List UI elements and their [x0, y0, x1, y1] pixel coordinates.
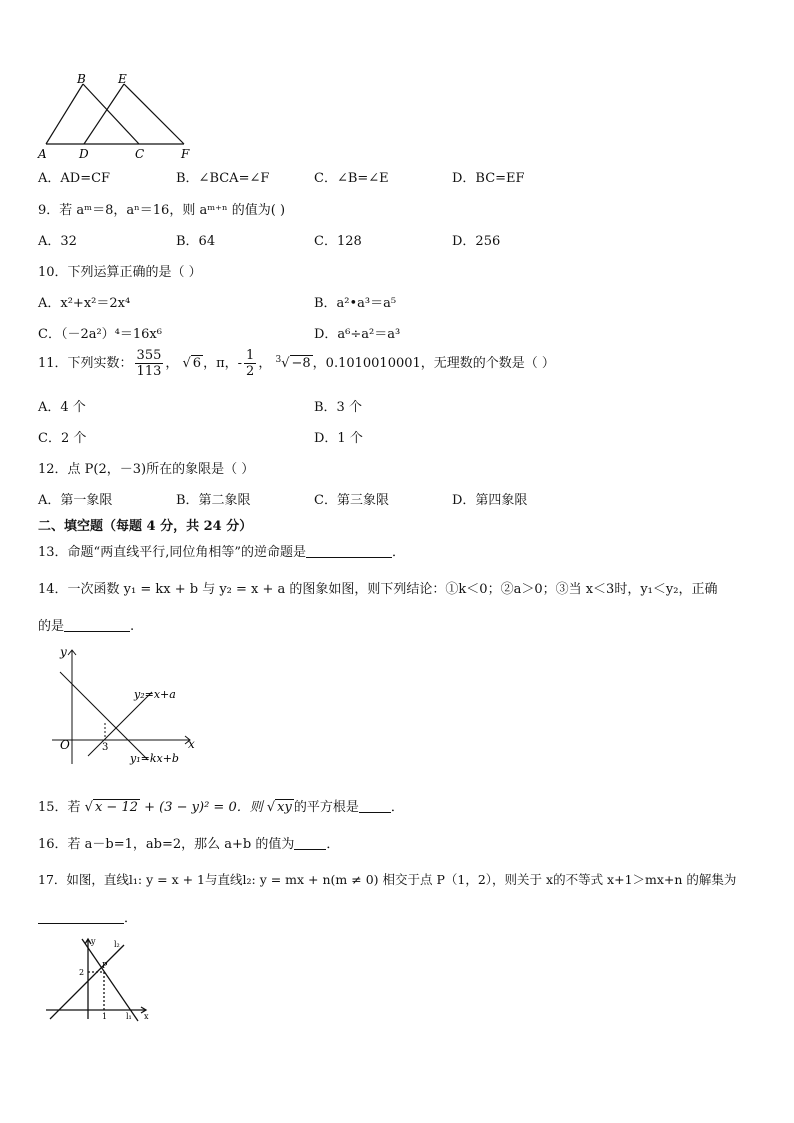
q17-line2: [38, 907, 137, 926]
q9-option-d[interactable]: D．256: [452, 234, 501, 249]
q11-prefix: 11．下列实数：: [38, 356, 133, 371]
q9-option-a[interactable]: A．32: [38, 234, 77, 249]
q14-graph: [50, 644, 210, 770]
q12-option-c[interactable]: C．第三象限: [314, 493, 389, 508]
fraction-half: [244, 348, 256, 379]
q13-line: [38, 541, 405, 560]
label-e: E: [118, 72, 127, 86]
q14-cont: 的是: [38, 619, 65, 634]
q17-stem: 17．如图，直线l₁: y = x + 1与直线l₂: y = mx + n(m ≠ 0) 相交于点 P（1，2），则关于 x的不等式 x+1＞mx+n 的解集为: [38, 872, 737, 887]
q15-answer-blank[interactable]: [359, 800, 391, 813]
l2-label: l₂: [114, 940, 120, 949]
sqrt-x-12: x − 12: [94, 800, 138, 815]
q11-option-a[interactable]: A．4 个: [38, 400, 86, 415]
tick-3: 3: [102, 742, 109, 753]
half-numerator: 1: [246, 348, 255, 363]
pi: π，: [216, 356, 238, 371]
fraction-355-113: [135, 348, 164, 379]
q11-option-c[interactable]: C．2 个: [38, 431, 87, 446]
x-label-17: x: [144, 1012, 149, 1021]
q17-graph: [42, 935, 152, 1023]
x-tick-l1: l₁: [126, 1012, 132, 1021]
q13-end: ．: [391, 545, 405, 560]
q15-end: ．: [390, 800, 404, 815]
label-c: C: [135, 147, 145, 161]
q15-expr2: + (3 − y)² = 0．则: [144, 800, 263, 815]
q12-option-b[interactable]: B．第二象限: [176, 493, 251, 508]
q16-answer-blank[interactable]: [294, 837, 326, 850]
q14-end: .: [130, 619, 135, 634]
q15-tail: 的平方根是: [293, 800, 359, 815]
q15-line: 15．若 √ x − 12 + (3 − y)² = 0．则 √ xy 的平方根是 ．: [38, 800, 404, 815]
q15-prefix: 15．若: [38, 800, 81, 815]
q14-answer-blank[interactable]: [64, 619, 130, 632]
p-label: P: [102, 961, 108, 970]
y-axis-label: y: [60, 645, 67, 659]
x-axis-label: x: [188, 737, 195, 751]
q17-answer-blank[interactable]: [38, 911, 124, 924]
cbrt-neg8: −8: [291, 356, 311, 371]
label-b: B: [77, 72, 86, 86]
q11-stem: 11．下列实数： $\frac{355}{113}$ ， √ 6 ，π，- $\frac{1}{2}$ ， $^3$√ −8 ，0.1010010001，无理数的个数是（ ）: [38, 348, 555, 379]
q10-option-a[interactable]: A．x²+x²＝2x⁴: [38, 296, 131, 311]
line1-label: y₁=kx+b: [130, 752, 179, 765]
q8-option-d[interactable]: D．BC=EF: [452, 171, 525, 186]
q14-stem: 14．一次函数 y₁ = kx + b 与 y₂ = x + a 的图象如图，则下列结论：①k＜0；②a＞0；③当 x＜3时，y₁＜y₂，正确: [38, 582, 718, 597]
q8-option-b[interactable]: B．∠BCA=∠F: [176, 171, 270, 186]
sqrt-6: 6: [192, 356, 202, 371]
q9-option-b[interactable]: B．64: [176, 234, 216, 249]
q11-option-b[interactable]: B．3 个: [314, 400, 362, 415]
q16-end: ．: [326, 837, 340, 852]
q13-stem: 13．命题“两直线平行,同位角相等”的逆命题是: [38, 545, 306, 560]
q8-option-a[interactable]: A．AD=CF: [38, 171, 111, 186]
q12-option-d[interactable]: D．第四象限: [452, 493, 528, 508]
q10-option-c[interactable]: C．（－2a²）⁴＝16x⁶: [38, 327, 162, 342]
label-d: D: [79, 147, 89, 161]
q8-option-c[interactable]: C．∠B=∠E: [314, 171, 389, 186]
half-denominator: 2: [246, 364, 255, 379]
y-tick-2: 2: [79, 968, 85, 977]
triangles-figure: [36, 72, 196, 164]
q12-option-a[interactable]: A．第一象限: [38, 493, 113, 508]
label-f: F: [181, 147, 190, 161]
frac-denominator: 113: [136, 364, 162, 379]
q16-stem: 16．若 a－b=1，ab=2，那么 a+b 的值为: [38, 837, 295, 852]
x-tick-1: 1: [102, 1012, 108, 1021]
frac-numerator: 355: [136, 348, 162, 363]
q10-stem: 10．下列运算正确的是（ ）: [38, 265, 202, 280]
q16-line: [38, 833, 339, 852]
q12-stem: 12．点 P(2，－3)所在的象限是（ ）: [38, 462, 255, 477]
q10-option-b[interactable]: B．a²•a³＝a⁵: [314, 296, 397, 311]
q13-answer-blank[interactable]: [306, 545, 392, 558]
section-title: 二、填空题（每题 4 分，共 24 分）: [38, 519, 253, 534]
q11-tail: ，0.1010010001，无理数的个数是（ ）: [312, 356, 555, 371]
y-label-17: y: [91, 937, 96, 946]
label-a: A: [38, 147, 47, 161]
origin-label: O: [60, 738, 70, 752]
line2-label: y₂=x+a: [134, 688, 176, 701]
q10-option-d[interactable]: D．a⁶÷a²＝a³: [314, 327, 401, 342]
q9-stem: 9．若 aᵐ＝8，aⁿ＝16，则 aᵐ⁺ⁿ 的值为( ): [38, 203, 286, 218]
sqrt-xy: xy: [277, 800, 292, 815]
q17-end: ．: [124, 911, 138, 926]
q14-line2: [38, 615, 134, 634]
q11-option-d[interactable]: D．1 个: [314, 431, 363, 446]
q9-option-c[interactable]: C．128: [314, 234, 362, 249]
